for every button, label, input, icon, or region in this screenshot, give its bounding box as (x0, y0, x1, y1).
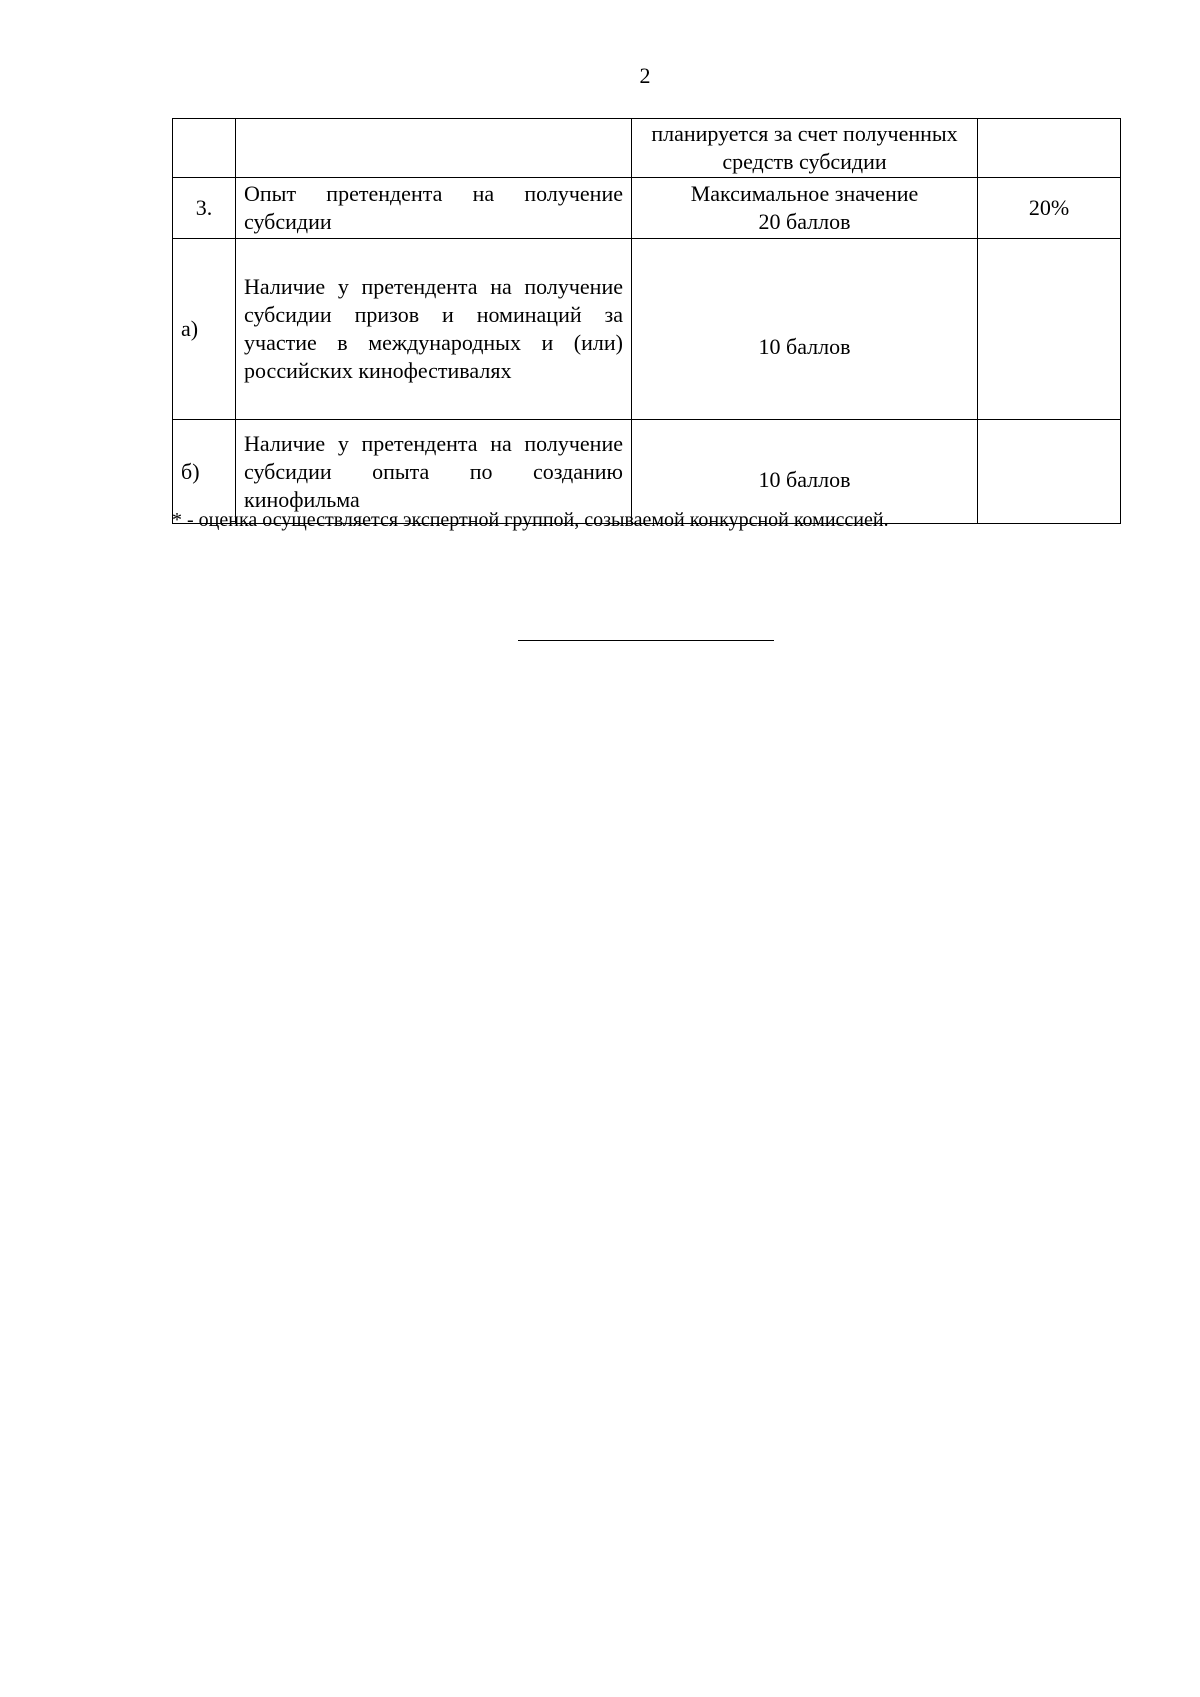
criteria-table (172, 118, 1121, 524)
row-number-cell: а) (173, 239, 236, 420)
weight-cell (978, 239, 1121, 420)
score-line: 20 баллов (758, 209, 851, 234)
row-number-cell: 3. (173, 178, 236, 239)
score-cell: планируется за счет полученных средств субсидии (632, 119, 978, 178)
criterion-cell (236, 119, 632, 178)
score-line: Максимальное значение (690, 181, 919, 206)
criterion-cell: Наличие у претендента на получение субсидии опыта по созданию кинофильма (236, 420, 632, 524)
footnote: * - оценка осуществляется экспертной группой, созываемой конкурсной комиссией. (172, 509, 889, 531)
score-cell: 10 баллов (632, 239, 978, 420)
table-row (173, 239, 1121, 420)
weight-cell: 20% (978, 178, 1121, 239)
weight-cell (978, 119, 1121, 178)
score-cell (632, 178, 978, 239)
criterion-cell: Наличие у претендента на получение субсидии призов и номинаций за участие в международных и (или) российских кинофестивалях (236, 239, 632, 420)
table-row (173, 119, 1121, 178)
row-number-cell: б) (173, 420, 236, 524)
page-number: 2 (639, 63, 651, 88)
row-number-cell (173, 119, 236, 178)
end-divider (518, 640, 774, 641)
table-row (173, 178, 1121, 239)
criterion-cell: Опыт претендента на получение субсидии (236, 178, 632, 239)
score-cell: 10 баллов (632, 420, 978, 524)
